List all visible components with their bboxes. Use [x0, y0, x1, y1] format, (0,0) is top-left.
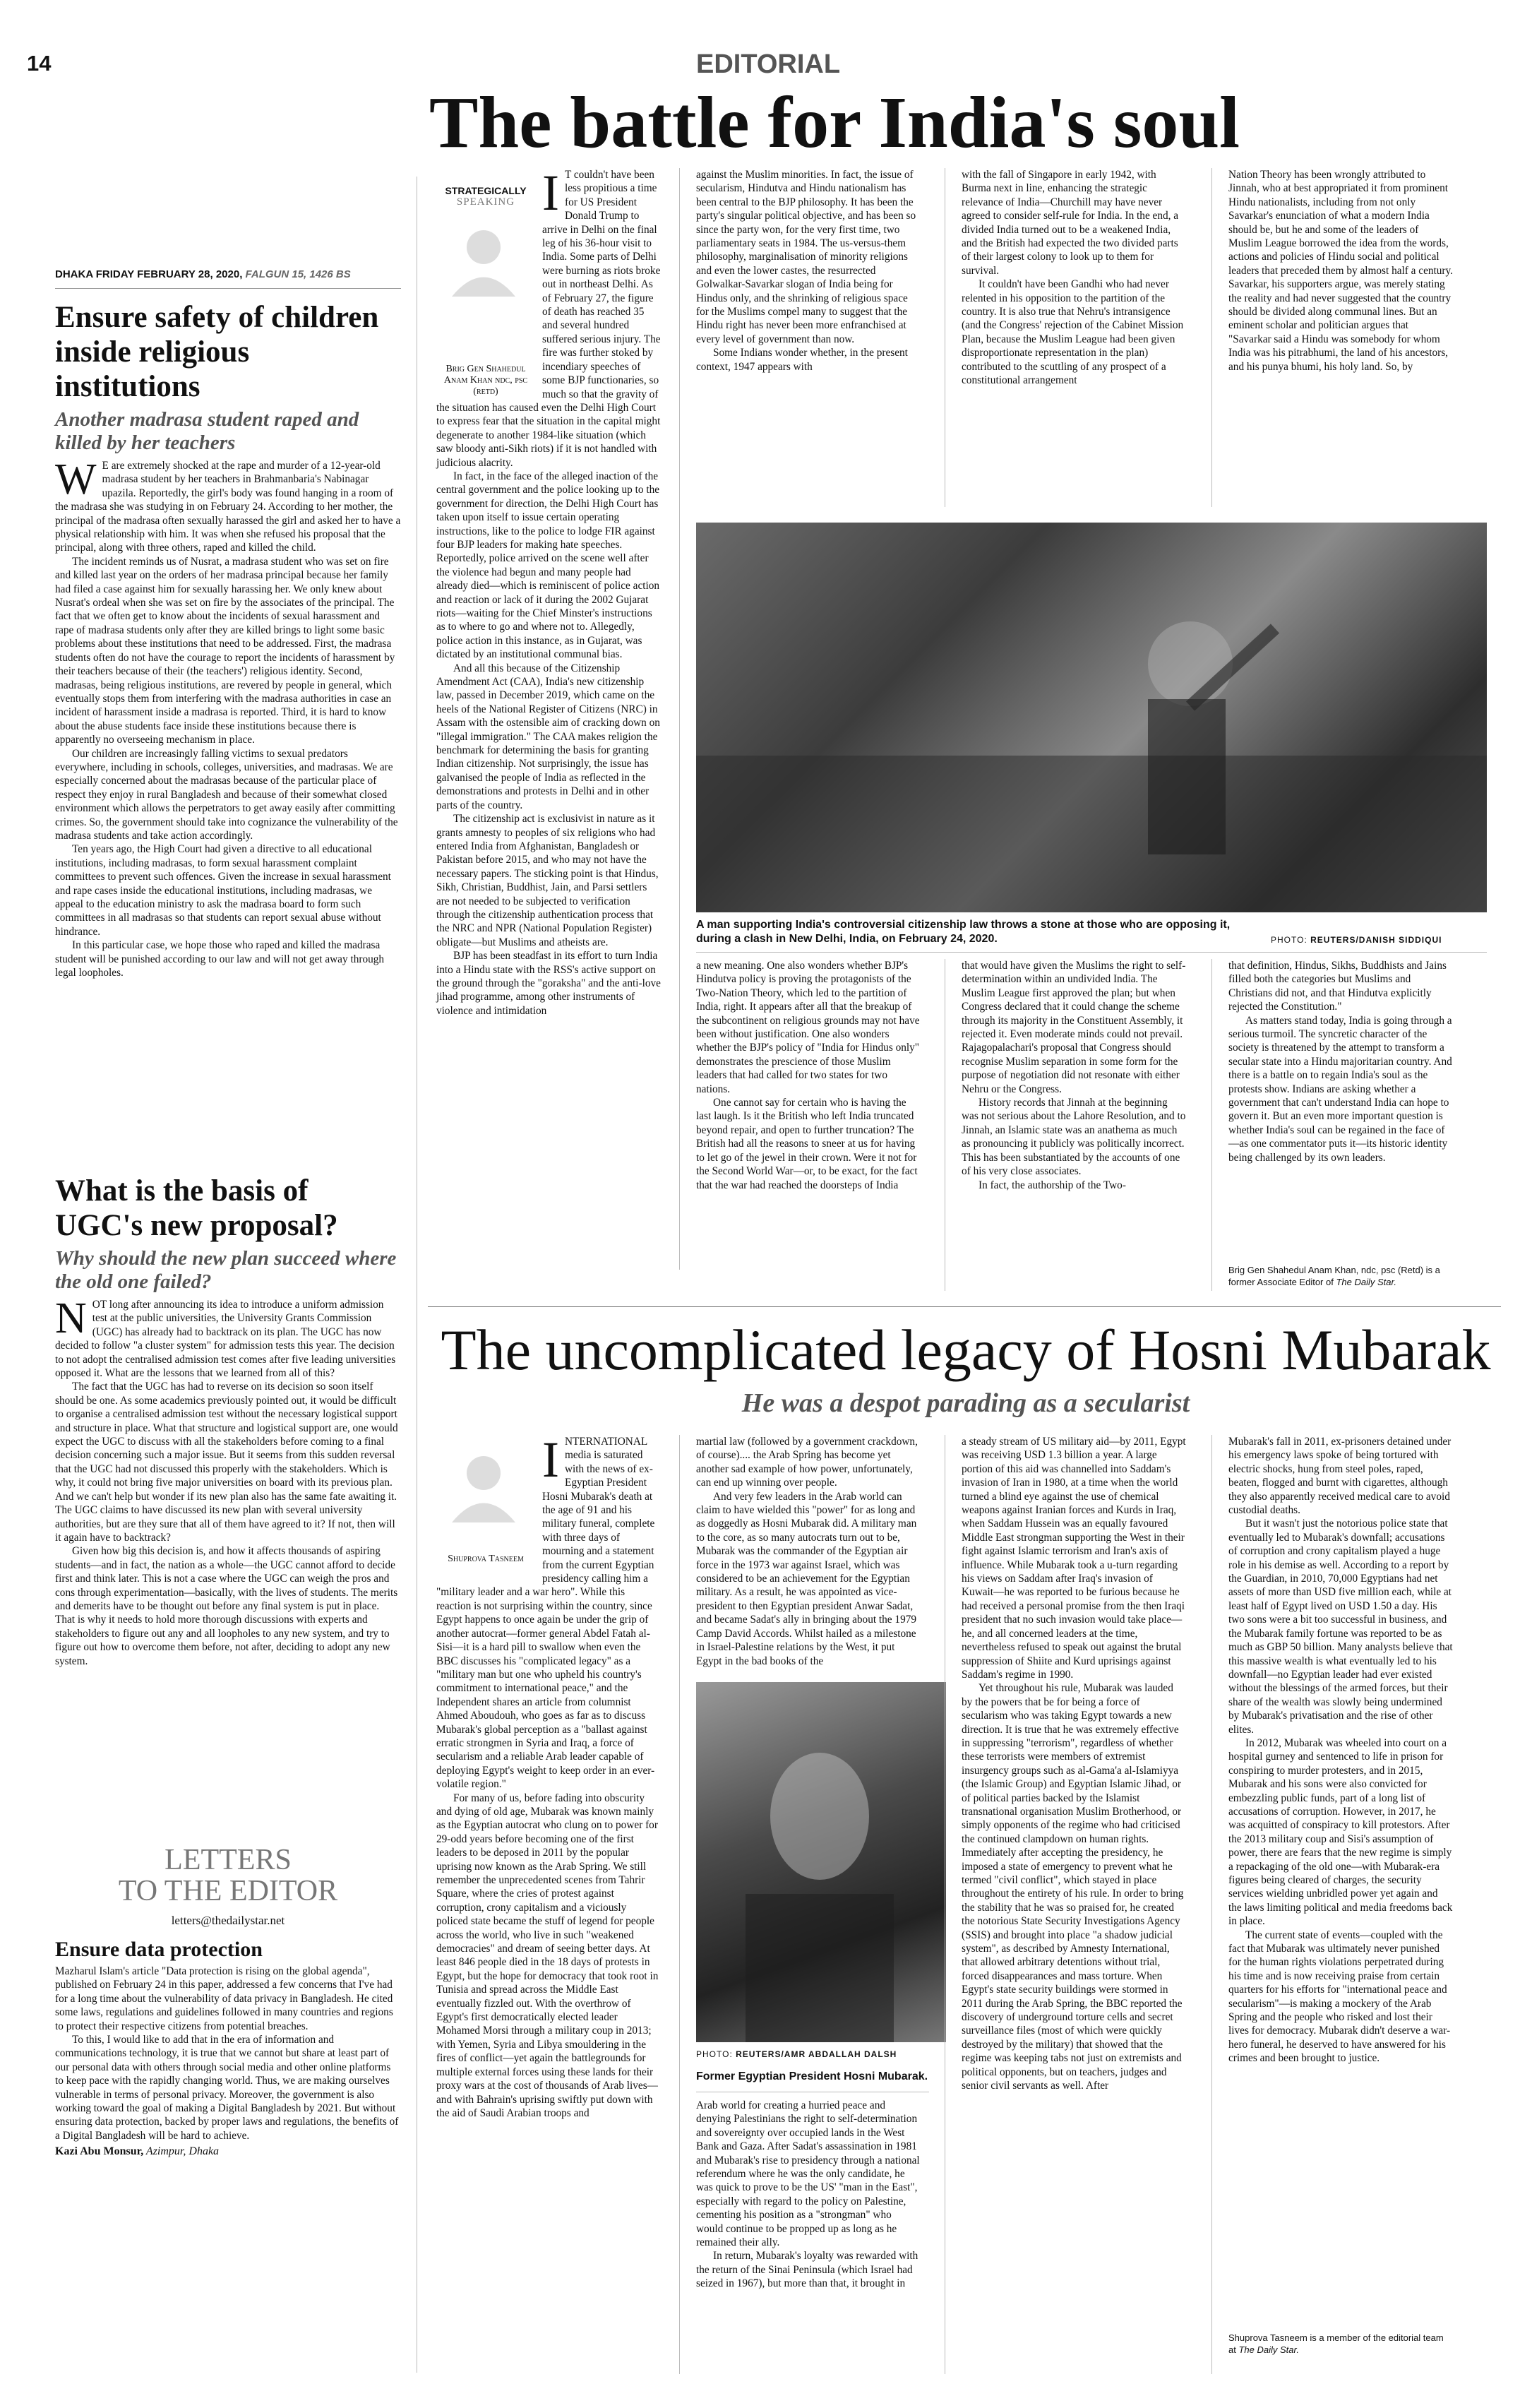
india-author-note [1228, 1264, 1453, 1288]
india-col2 [696, 168, 921, 374]
mubarak-col3 [962, 1435, 1186, 2093]
editorial-ugc-headline: What is the basis of UGC's new proposal? [55, 1174, 338, 1242]
mubarak-author-note [1228, 2332, 1453, 2356]
paragraph: BJP has been steadfast in its effort to turn India into a Hindu state with the RSS's active support on the ground through the "goraksha" and the anti-love jihad programme, among other instruments of violence and intimidation [436, 950, 661, 1017]
paragraph: E are extremely shocked at the rape and murder of a 12-year-old madrasa student by her teachers in Brahmanbaria's Nabinagar upazila. Reportedly, the girl's body was found hanging in a room of the madrasa she was studying in on February 24. According to her mother, the principal of the madrasa often sexually harassed the girl and asked her to have a physical relationship with him. It was when she refused his proposal that the principal, along with three others, raped and killed the child. [55, 460, 401, 554]
paragraph: against the Muslim minorities. In fact, the issue of secularism, Hindutva and Hindu nationalism has been central to the BJP philosophy. It has been the party's singular political objective, and has been so since the party won, for the very first time, two parliamentary seats in 1984. The us-versus-them philosophy, marginalisation of minority religions and even the lower castes, the resurrected Golwalkar-Savarkar slogan of India being for Hindus only, and the shrinking of religious space for the Muslims compel many to suggest that the Hindu right has never been more enfranchised at every level of government than now. [696, 169, 916, 345]
paragraph: History records that Jinnah at the beginning was not serious about the Lahore Resolution, and to Jinnah, an Islamic state was an anathema as much as pronouncing it publicly was politically incorrect. This has been substantiated by the accounts of one of his very close associates. [962, 1097, 1186, 1178]
paragraph: The citizenship act is exclusivist in nature as it grants amnesty to peoples of six religions who had entered India from Afghanistan, Bangladesh or Pakistan before 2015, and who may not have the necessary papers. The sticking point is that Hindus, Sikh, Christian, Buddhist, Jain, and Parsi settlers are not needed to be subjected to verification through the citizenship authentication process that the NRC and NPR (National Population Register) obligate—but Muslims and atheists are. [436, 813, 659, 948]
paragraph: Mubarak's fall in 2011, ex-prisoners detained under his emergency laws spoke of being tortured with electric shocks, hung from steel poles, raped, beaten, flogged and burnt with cigarettes, although they also apparently received medical care to avoid custodial deaths. [1228, 1436, 1452, 1517]
letter-title: Ensure data protection [55, 1938, 263, 1961]
mubarak-photo-caption: Former Egyptian President Hosni Mubarak. [696, 2070, 928, 2082]
paragraph: In return, Mubarak's loyalty was rewarded with the return of the Sinai Peninsula (which Israel had seized in 1967), but more than that, it brought in [696, 2250, 918, 2290]
mubarak-photo [696, 1682, 946, 2042]
paragraph: One cannot say for certain who is having the last laugh. Is it the British who left India truncated beyond repair, and open to further truncation? The British had all the reasons to sneer at us for having to let go of the jewel in their crown. Were it not for the Second World War—or, to be exact, for the fact that the war had reached the doorsteps of India [696, 1097, 918, 1191]
paragraph: Ten years ago, the High Court had given a directive to all educational institutions, including madrasas, to form sexual harassment complaint committees to prevent such offences. Given the increase in sexual harassment and rape cases inside the educational institutions, including madrasas, we appeal to the education ministry to ask the madrasa board to form such committees in all madrasas so that students can report sexual abuse without hindrance. [55, 843, 391, 938]
letters-email[interactable]: letters@thedailystar.net [171, 1914, 285, 1927]
paragraph: a new meaning. One also wonders whether BJP's Hindutva policy is proving the protagonists of the Two-Nation Theory, which led to the partition of India, right. It appears after all that the breakup of the subcontinent on religious grounds may not have been without justification. One also wonders whether the BJP's policy of "India for Hindus only" demonstrates the prescience of those Muslim leaders that had called for two states for two nations. [696, 960, 920, 1095]
mubarak-headline: The uncomplicated legacy of Hosni Mubarak [441, 1318, 1491, 1382]
paragraph: In fact, in the face of the alleged inaction of the central government and the police looking up to the government for direction, the Delhi High Court has taken upon itself to issue certain operating instructions, like to the police to lodge FIR against four BJP leaders for making hate speeches. Reportedly, police arrived on the scene well after the violence had begun and many people had already died—which is reminiscent of police action and reaction or lack of it during the 2002 Gujarat riots—waiting for the Chief Minster's instructions as to where to go and where not to. Allegedly, police action in this instance, as in Gujarat, was dictated by an institutional communal bias. [436, 470, 660, 661]
paragraph: It couldn't have been Gandhi who had never relented in his opposition to the partition of the country. It is also true that Nehru's intransigence (and the Congress' rejection of the Cabinet Mission Plan, because the Muslim League had been given disproportionate representation in the plan) contributed to the scuttling of any prospect of a constitutional arrangement [962, 278, 1184, 387]
dropcap: I [542, 1431, 559, 1488]
paragraph: that definition, Hindus, Sikhs, Buddhists and Jains filled both the categories but Muslims and Christians did not, and that Hindutva explicitly rejected the Constitution." [1228, 960, 1447, 1013]
paragraph: In this particular case, we hope those who raped and killed the madrasa student will be punished according to our law and will not get away through legal loopholes. [55, 939, 385, 979]
mubarak-author-byline: Shuprova Tasneem [448, 1554, 524, 1564]
india-clash-photo [696, 523, 1487, 912]
author-note-name: Brig Gen Shahedul Anam Khan, ndc, psc (Retd) [1228, 1265, 1424, 1275]
india-col4 [1228, 168, 1453, 374]
main-headline: The battle for India's soul [429, 82, 1240, 163]
paragraph: And very few leaders in the Arab world can claim to have wielded this "power" for as long and as doggedly as Hosni Mubarak did. A military man to the core, as so many autocrats turn out to be, Mubarak was the commander of the Egyptian air force in the 1973 war against Israel, which was considered to be an achievement for the Egyptian military. As a result, he was appointed as vice-president to then Egyptian president Anwar Sadat, and became Sadat's ally in bringing about the 1979 Camp David Accords. Whilst hailed as a milestone in Israel-Palestine relations by the West, it put Egypt in the bad books of the [696, 1490, 917, 1667]
paragraph: As matters stand today, India is going through a serious turmoil. The syncretic character of the society is threatened by the attempt to transform a secular state into a Hindu majoritarian country. And there is a battle on to regain India's soul as the protests show. Indians are asking whether a government that can't understand India can hope to govern it. But an even more important question is whether India's soul can be regained in the face of—as one commentator puts it—its historic identity being challenged by its own leaders. [1228, 1014, 1452, 1164]
paragraph: The incident reminds us of Nusrat, a madrasa student who was set on fire and killed last year on the orders of her madrasa principal because her family had filed a case against him for sexually harassing her. We only knew about Nusrat's ordeal when she was set on fire by the associates of the principal. The fact that we often get to know about the incidents of sexual harassment and rape of madrasa students only after they are killed brings to light some basic problems about these institutions that need to be addressed. First, the madrasa students often do not have the courage to report the incidents of harassment by their teachers because of their (the teachers') religious identity. Second, madrasas, being religious institutions, are revered by people in general, which eventually stops them from interfering with the madrasa authorities in case an incident of harassment inside a madrasa is reported. Third, it is hard to know about the abuse students face inside these institutions because there is apparently no overseeing mechanism in place. [55, 555, 395, 746]
paragraph: The current state of events—coupled with the fact that Mubarak was ultimately never punished for the human rights violations perpetrated during his time and is now receiving praise from certain quarters for his efforts for "international peace and secularism"—is making a mockery of the Arab Spring and the people who risked and lost their lives for democracy. Mubarak didn't deserve a war-hero funeral, he deserved to have answered for his crimes and been brought to justice. [1228, 1929, 1451, 2065]
author-note-text: is a former Associate Editor of [1228, 1265, 1440, 1287]
photo-illustration [696, 523, 1487, 912]
paragraph: And all this because of the Citizenship Amendment Act (CAA), India's new citizenship law, passed in December 2019, which came on the heels of the National Register of Citizens (NRC) in Assam with the ostensible aim of cracking down on "illegal immigration." The CAA makes religion the benchmark for determining the basis for granting Indian citizenship. Not surprisingly, the issue has galvanised the people of India as reflected in the demonstrations and protests in Delhi and in other parts of the country. [436, 662, 660, 811]
paragraph: To this, I would like to add that in the era of information and communications technology, it is true that we cannot but share at least part of our personal data with others through social media and other online platforms to keep pace with the rapidly changing world. Thus, we are making ourselves vulnerable in terms of personal privacy. Moreover, the government is also working toward the goal of making a Digital Bangladesh by 2021. But without ensuring data protection, backed by proper laws and regulations, the benefits of a Digital Bangladesh will be hard to achieve. [55, 2034, 399, 2142]
dateline [55, 268, 401, 280]
author-note-paper: The Daily Star. [1238, 2344, 1299, 2355]
letter-signature-name: Kazi Abu Monsur, [55, 2145, 144, 2158]
paragraph: But it wasn't just the notorious police state that eventually led to Mubarak's downfall; accusations of corruption and crony capitalism played a huge role in his demise as well. According to a report by the Guardian, in 2010, 70,000 Egyptians had net assets of more than USD five million each, while at least half of Egypt lived on USD 1.50 a day. His two sons were a bit too successful in business, and the Mubarak family fortune was reported to be as much as GBP 50 billion. Many analysts believe that this massive wealth is what eventually led to his downfall—no Egyptian leader had ever existed without the blessings of the armed forces, but their share of the wealth was slowly being undermined by Mubarak's privatisation and the rise of other elites. [1228, 1518, 1453, 1736]
paragraph: OT long after announcing its idea to introduce a uniform admission test at the public universities, the University Grants Commission (UGC) has already had to backtrack on its plan. The UGC has now decided to follow "a cluster system" for admission tests this year. The decision to not adopt the centralised admission test comes after five leading universities opposed it. What are the lessons that we learned from all of this? [55, 1299, 396, 1380]
photo-credit-source: REUTERS/DANISH SIDDIQUI [1310, 935, 1442, 945]
paragraph: NTERNATIONAL media is saturated with the news of ex-Egyptian President Hosni Mubarak's death at the age of 91 and his military funeral, complete with three days of mourning and a statement from the current Egyptian presidency calling him a "military leader and a war hero". While this reaction is not surprising within the country, since Egypt happens to once again be under the grip of another autocrat—former general Abdel Fatah al-Sisi—it is a hard pill to swallow when even the BBC discusses his "complicated legacy" as a "military man but one who upheld his country's commitment to international peace," and the Independent shares an article from columnist Ahmed Aboudouh, who goes as far as to discuss Mubarak's global perception as a "ballast against erratic strongmen in Syria and Iraq, a force of secularism and a reliable Arab leader capable of deploying Egypt's weight to keep order in an ever-volatile region." [436, 1436, 655, 1791]
dateline-bangla: FALGUN 15, 1426 BS [242, 268, 351, 280]
mubarak-col1 [436, 1431, 661, 2120]
paragraph: The fact that the UGC has had to reverse on its decision so soon itself should be one. As some academics previously pointed out, it would be difficult to organise a centralised admission test without the necessary logistical support and structure in place. What that structure and logistical support are, one would expect the UGC to discuss with all the stakeholders before coming to a final decision concerning such a major issue. But it seems from this sudden reversal that the UGC had not discussed this properly with the stakeholders. Which is why, it could not bring five major universities on board with its previous plan. And we can't help but wonder if its new plan also has the same fate awaiting it. The UGC claims to have discussed its new plan with several university authorities, but are they sure that all of them have agreed to it? If not, then will it again have to backtrack? [55, 1381, 398, 1544]
paragraph: Given how big this decision is, and how it affects thousands of aspiring students—and in fact, the nation as a whole—the UGC cannot afford to decide first and think later. This is not a case where the UGC can weigh the pros and cons through experimentation—basically, with the lives of students. The merits and demerits have to be thought out before any final system is put in place. That is why it needs to hold more thorough discussions with experts and stakeholders to figure out any and all loopholes to any new system, and try to figure out how to overcome them before, not after, deciding to adopt any new system. [55, 1545, 398, 1667]
section-label: EDITORIAL [696, 49, 841, 79]
paragraph: a steady stream of US military aid—by 2011, Egypt was receiving USD 1.3 billion a year. A large portion of this aid was channelled into Saddam's invasion of Iran in 1980, at a time when the world turned a blind eye against the use of chemical weapons against Iranian forces and Kurds in Iraq, when Saddam Hussein was an equally favoured Middle East strongman supporting the West in their fight against Islamic terrorism and Iran's axis of influence. While Mubarak took a u-turn regarding his views on Saddam after Iraq's invasion of Kuwait—he was reported to be furious because he had received a personal promise from the then Iraqi president that no such invasion would take place—he, and all concerned leaders at the time, nevertheless refused to speak out against the brutal suppression of Shiite and Kurd uprisings against Saddam's regime in 1990. [962, 1436, 1186, 1681]
photo-credit-label: PHOTO: [1271, 935, 1311, 945]
editorial-madrasa-subhead: Another madrasa student raped and killed by her teachers [55, 408, 359, 454]
paragraph: For many of us, before fading into obscurity and dying of old age, Mubarak was known mainly as the Egyptian autocrat who clung on to power for 29-odd years before becoming one of the first leaders to be deposed in 2011 by the popular uprising now known as the Arab Spring. We still remember the unprecedented scenes from Tahrir Square, where the cries of protest against corruption, crony capitalism and a viciously policed state became the stuff of legend for people across the world, who live in such "weakened democracies" and dream of seeing better days. At least 846 people died in the 18 days of protests in Egypt, but the hope for democracy that took root in Tunisia and spread across the Middle East eventually fizzled out. With the overthrow of Egypt's first democratically elected leader Mohamed Morsi through a military coup in 2013; with Yemen, Syria and Libya smouldering in the fires of conflict—yet again the battlegrounds for multiple external forces using these lands for their proxy wars at the cost of thousands of Arab lives—and with Bahrain's uprising swiftly put down with the aid of Saudi Arabian troops and [436, 1792, 659, 2119]
letter-signature [55, 2145, 401, 2158]
letters-heading-line1: LETTERS [164, 1844, 292, 1876]
india-col3b [962, 959, 1186, 1192]
column-label-line2: SPEAKING [456, 196, 515, 208]
letters-heading [55, 1844, 401, 1907]
dropcap: N [55, 1294, 87, 1342]
author-note-name: Shuprova Tasneem [1228, 2332, 1307, 2343]
paragraph: Nation Theory has been wrongly attributed to Jinnah, who at best appropriated it from prominent Hindu nationalists, including from not only Savarkar's enunciation of what a modern India should be, but he and some of the leaders of Muslim League borrowed the idea from the words, actions and policies of Hindu social and political leaders that preceded them by almost half a century. Savarkar, his supporters argue, was merely stating the reality and had never suggested that the country should be divided along communal lines. But an eminent scholar and politician argues that "Savarkar said a Hindu was somebody for whom India was his pitrabhumi, the land of his ancestors, and his punya bhumi, his holy land. So, by [1228, 169, 1453, 373]
dropcap: I [542, 165, 559, 221]
paragraph: with the fall of Singapore in early 1942, with Burma next in line, enhancing the strategic relevance of India—Churchill may have never agreed to consider self-rule for India. In the end, a divided India turned out to be a weakened India, and the British had expected the two divided parts of their largest colony to look up to them for survival. [962, 169, 1179, 277]
mubarak-col4 [1228, 1435, 1453, 2066]
paragraph: martial law (followed by a government crackdown, of course).... the Arab Spring has become yet another sad example of how power, unfortunately, can end up winning over people. [696, 1436, 918, 1489]
paragraph: that would have given the Muslims the right to self-determination within an undivided India. The Muslim League first approved the plan; but when Congress declared that it could change the scheme through its majority in the Constituent Assembly, it rejected it. Even moderate minds could not prevail. Rajagopalachari's proposal that Congress should recognise Muslim separation in some form for the purpose of negotiation did not resonate with either Nehru or the Congress. [962, 960, 1186, 1095]
author-note-text: is a member of the editorial team at [1228, 2332, 1444, 2355]
dropcap: W [55, 455, 97, 503]
paragraph: In fact, the authorship of the Two- [979, 1179, 1126, 1191]
page-number: 14 [27, 51, 52, 76]
left-column [55, 268, 401, 280]
mubarak-photo-credit [696, 2049, 897, 2059]
india-photo-credit [1271, 935, 1442, 945]
india-col2b [696, 959, 921, 1192]
dateline-main: DHAKA FRIDAY FEBRUARY 28, 2020, [55, 268, 243, 280]
india-col4b [1228, 959, 1453, 1164]
photo-illustration [696, 1682, 946, 2042]
editorial-madrasa-headline: Ensure safety of children inside religious institutions [55, 301, 379, 403]
photo-credit-label: PHOTO: [696, 2049, 736, 2059]
editorial-ugc-subhead: Why should the new plan succeed where the old one failed? [55, 1247, 397, 1293]
paragraph: In 2012, Mubarak was wheeled into court on a hospital gurney and sentenced to life in prison for conspiring to murder protesters, and in 2015, Mubarak and his sons were also convicted for embezzling public funds, part of a long list of accusations of corruption. However, in 2017, he was acquitted of conspiracy to kill protestors. After the 2013 military coup and Sisi's assumption of power, there are fears that the new regime is simply a repackaging of the old one—with Mubarak-era figures being cleared of charges, the security services wielding unbridled power yet again and the laws limiting political and media freedoms back in place. [1228, 1736, 1453, 1928]
mubarak-col2 [696, 1435, 921, 1668]
mubarak-col2b [696, 2099, 921, 2291]
letter-signature-place: Azimpur, Dhaka [143, 2145, 220, 2158]
india-col1 [436, 165, 661, 1018]
editorial-madrasa [55, 300, 401, 979]
author-note-paper: The Daily Star. [1336, 1277, 1396, 1287]
india-col3 [962, 168, 1186, 388]
paragraph: Yet throughout his rule, Mubarak was lauded by the powers that be for being a force of secularism who was taking Egypt towards a new direction. It is true that he was extremely effective in suppressing "terrorism", regardless of whether these terrorists were members of extremist insurgency groups such as al-Gama'a al-Islamiyya (the Islamic Group) and Egyptian Islamic Jihad, or of political parties backed by the Islamist transnational organisation Muslim Brotherhood, or simply opponents of the regime who had criticised the continued clampdown on human rights. Immediately after accepting the presidency, he imposed a state of emergency to prevent what he termed "civil conflict", which stayed in place throughout the entirety of his rule. In order to bring the stability that he was so praised for, he created the notorious State Security Investigations Agency (SSIS) and brought into place "a shadow judicial system", as described by Amnesty International, that allowed arbitrary detentions without trial, forced disappearances and mass torture. When Egypt's state security buildings were stormed in 2011 during the Arab Spring, the BBC reported the discovery of underground torture cells and secret surveillance files (most of which were quickly destroyed by the military) that showed that the regime was keeping tabs not just on extremists and political opponents, but on teachers, judges and senior civil servants as well. After [962, 1682, 1184, 2092]
letters-section [55, 1844, 401, 2158]
column-label-line1: STRATEGICALLY [445, 185, 527, 196]
author-byline: Brig Gen Shahedul Anam Khan ndc, psc (retd) [443, 364, 528, 397]
paragraph: Mazharul Islam's article "Data protection is rising on the global agenda", published on February 24 in this paper, addressed a few concerns that I've had for a long time about the vulnerability of data privacy in Bangladesh. He cited some laws, regulations and guidelines followed in many countries and regions to protect their respective citizens from potential breaches. [55, 1965, 393, 2032]
photo-credit-source: REUTERS/AMR ABDALLAH DALSH [736, 2049, 897, 2059]
paragraph: T couldn't have been less propitious a time for US President Donald Trump to arrive in Delhi on the final leg of his 36-hour visit to India. Some parts of Delhi were burning as riots broke out in northeast Delhi. As of February 27, the figure of death has reached 35 and several hundred suffered serious injury. The fire was further stoked by incendiary speeches of some BJP functionaries, so much so that the gravity of the situation has caused even the Delhi High Court to express fear that the situation in the capital might degenerate to another 1984-like situation (which saw bloody anti-Sikh riots) if it is not handled with judicious alacrity. [436, 169, 661, 469]
letters-heading-line2: TO THE EDITOR [118, 1875, 338, 1907]
paragraph: Some Indians wonder whether, in the present context, 1947 appears with [696, 347, 908, 373]
editorial-ugc [55, 1174, 401, 1668]
paragraph: Our children are increasingly falling victims to sexual predators everywhere, including in schools, colleges, universities, and madrasas. We are especially concerned about the madrasas because of the particular place of respect they enjoy in rural Bangladesh and because of their somewhat closed environment which allows the perpetrators to get away easily after committing crimes. So, the government should take into cognizance the vulnerability of the madrasa students and take action accordingly. [55, 747, 398, 842]
india-photo-caption: A man supporting India's controversial citizenship law throws a stone at those who are opposing it, during a clash in New Delhi, India, on February 24, 2020. [696, 919, 1231, 945]
paragraph: Arab world for creating a hurried peace and denying Palestinians the right to self-determination and sovereignty over occupied lands in the West Bank and Gaza. After Sadat's assassination in 1981 and Mubarak's rise to presidency through a national referendum where he was the only candidate, he was quick to prove to be the US' "man in the East", especially with regard to the policy on Palestine, cementing his position as a "strongman" who would continue to be propped up as long as he remained their ally. [696, 2099, 920, 2249]
mubarak-subhead: He was a despot parading as a secularist [741, 1388, 1190, 1418]
